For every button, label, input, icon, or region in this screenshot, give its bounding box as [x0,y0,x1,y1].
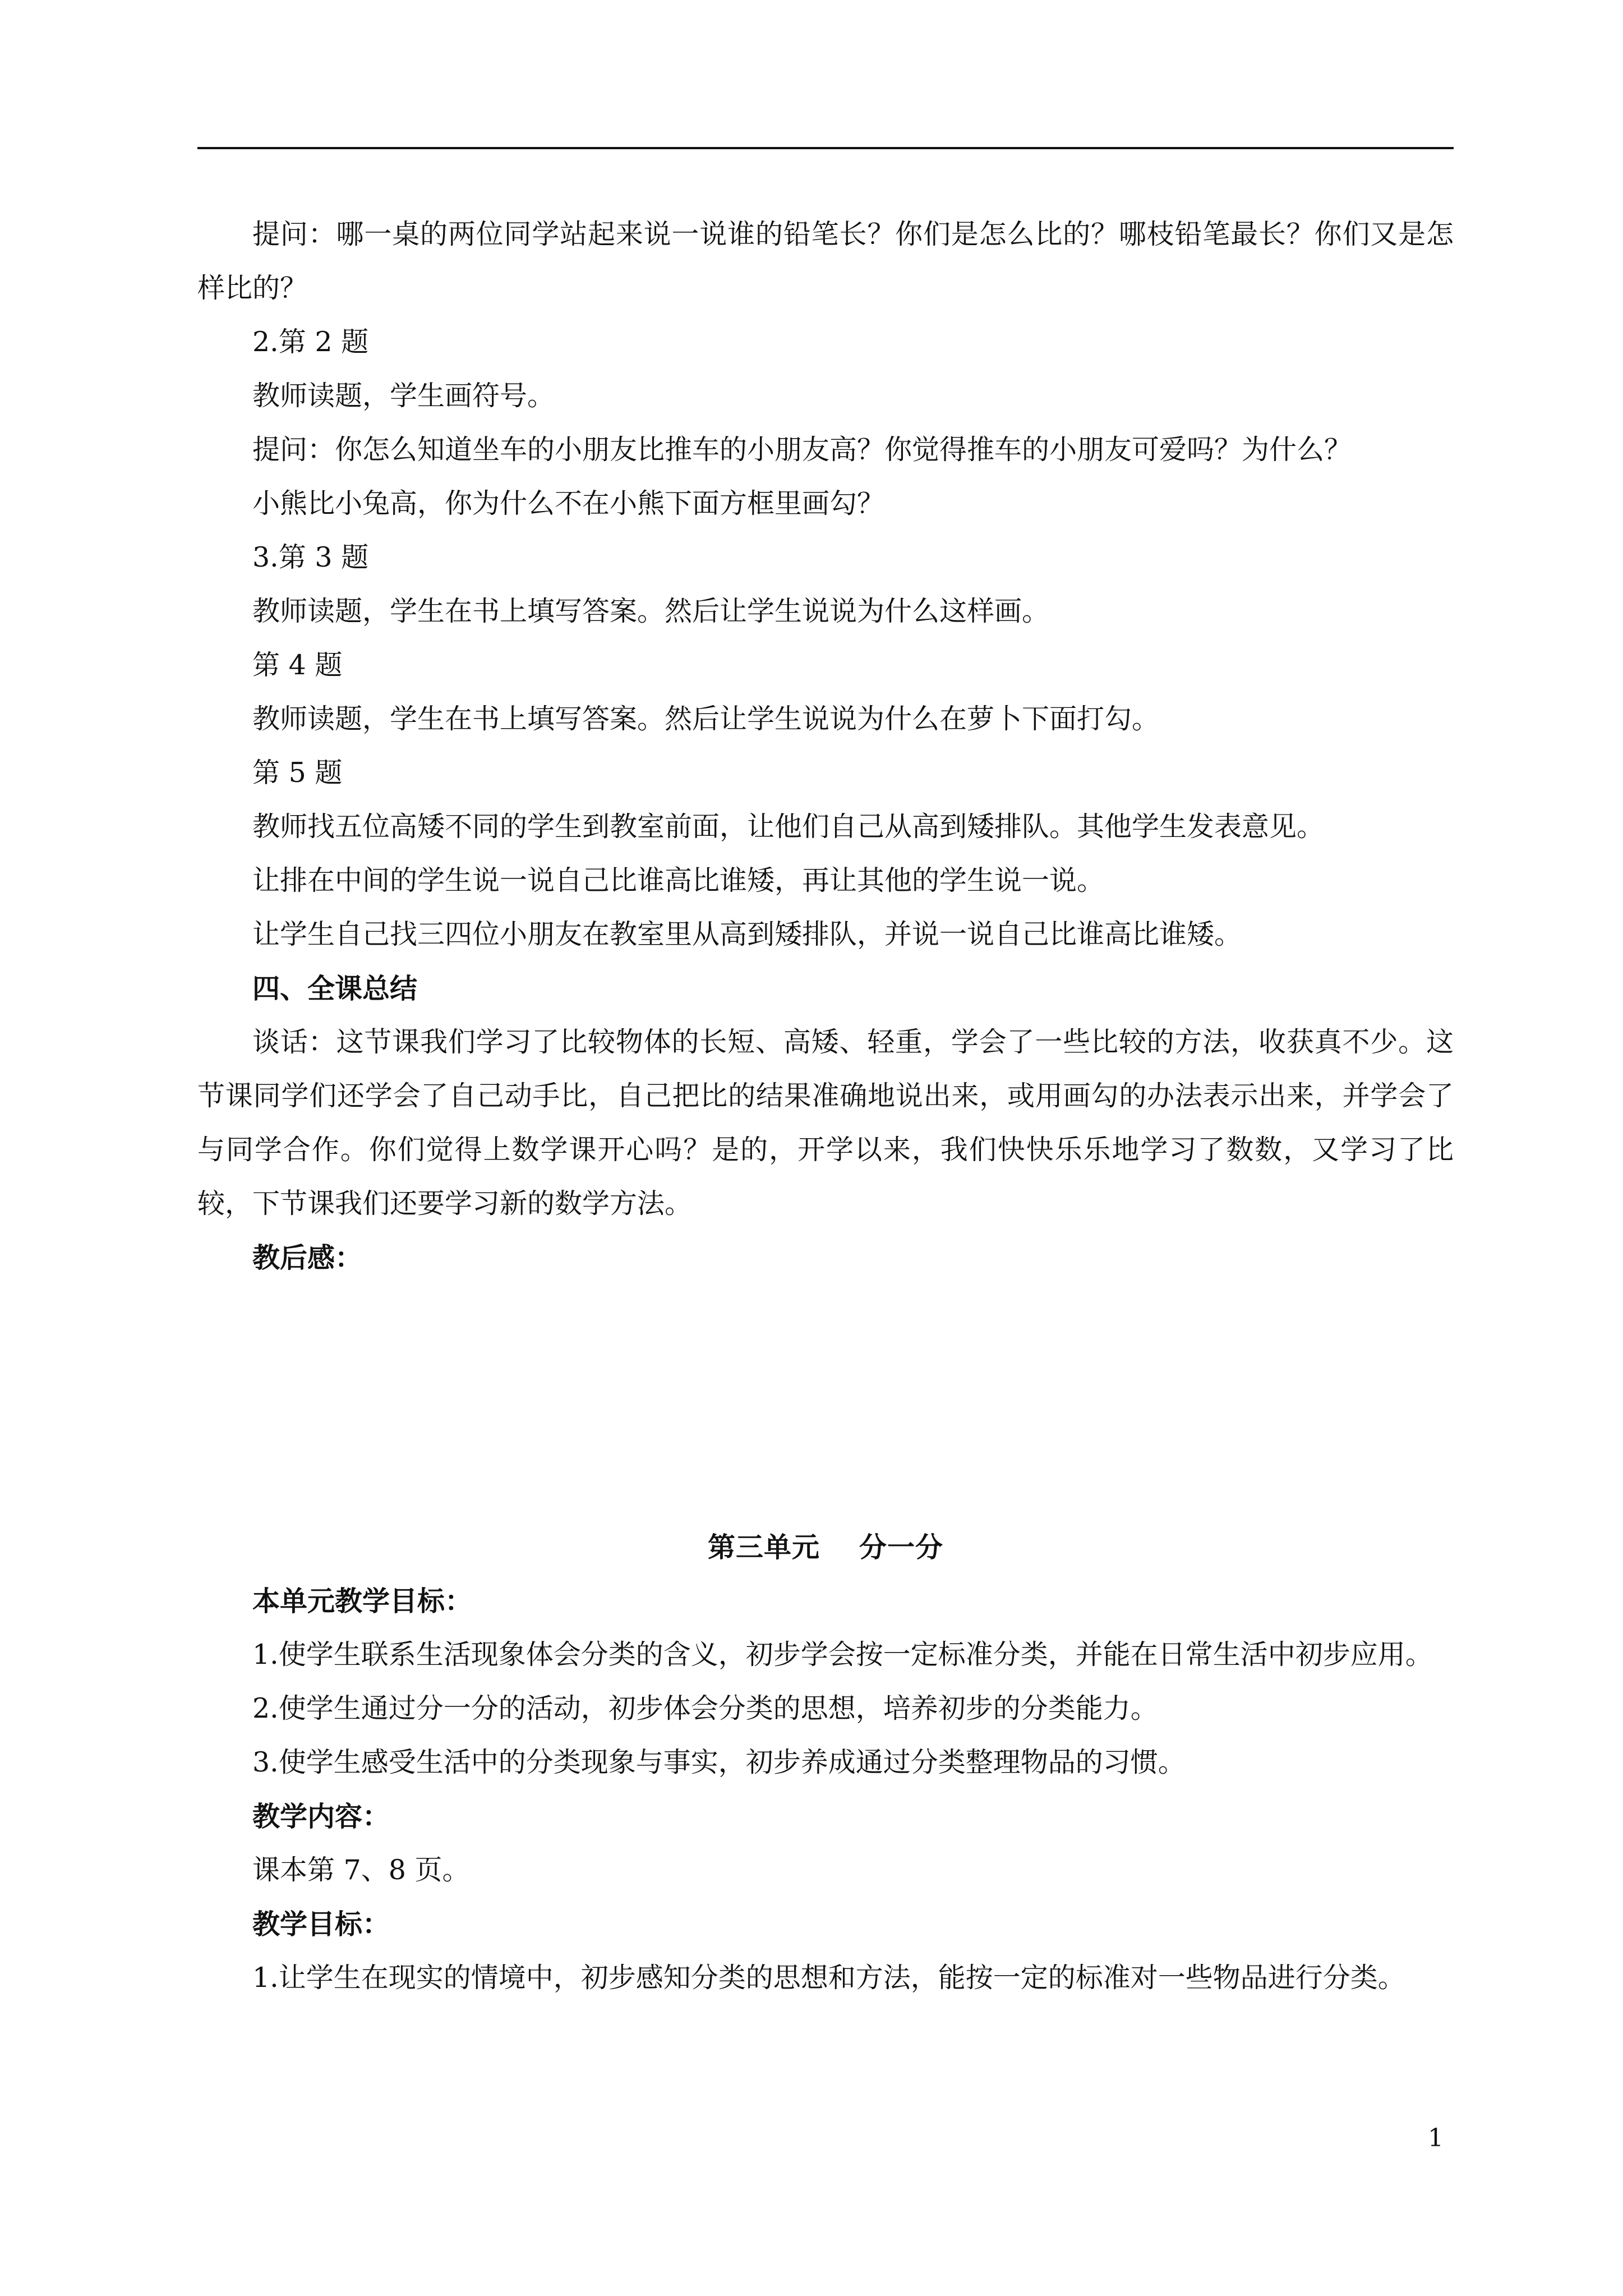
paragraph: 让学生自己找三四位小朋友在教室里从高到矮排队，并说一说自己比谁高比谁矮。 [252,918,1242,950]
paragraph: 教师读题，学生画符号。 [252,380,555,412]
paragraph: 提问：你怎么知道坐车的小朋友比推车的小朋友高？你觉得推车的小朋友可爱吗？为什么？ [252,434,1352,466]
section-heading-summary: 四、全课总结 [252,972,418,1005]
unit-goal-item: 1.使学生联系生活现象体会分类的含义，初步学会按一定标准分类，并能在日常生活中初步应用。 [252,1639,1433,1671]
paragraph: 2.第 2 题 [252,326,369,358]
paragraph: 第 5 题 [252,757,343,789]
unit-title-number: 第三单元 [707,1531,820,1563]
header-rule [197,147,1454,149]
unit-goal-item: 3.使学生感受生活中的分类现象与事实，初步养成通过分类整理物品的习惯。 [252,1746,1186,1778]
reflection-label: 教后感： [252,1241,363,1274]
paragraph: 小熊比小兔高，你为什么不在小熊下面方框里画勾？ [252,487,885,519]
blank-space [197,1285,1454,1520]
teaching-content-heading: 教学内容： [252,1800,390,1833]
paragraph: 3.第 3 题 [252,541,369,573]
unit-title [197,1520,1454,1574]
paragraph: 第 4 题 [252,649,343,681]
page-number: 1 [1428,2124,1444,2152]
paragraph: 教师找五位高矮不同的学生到教室前面，让他们自己从高到矮排队。其他学生发表意见。 [252,811,1325,843]
unit-title-name: 分一分 [859,1531,944,1563]
teaching-content-text: 课本第 7、8 页。 [252,1854,470,1886]
paragraph: 让排在中间的学生说一说自己比谁高比谁矮，再让其他的学生说一说。 [252,864,1105,896]
document-body [197,208,1454,2005]
teaching-objectives-heading: 教学目标： [252,1908,390,1940]
paragraph: 教师读题，学生在书上填写答案。然后让学生说说为什么在萝卜下面打勾。 [252,703,1160,735]
unit-goals-heading: 本单元教学目标： [252,1585,473,1617]
teaching-objective-item: 1.让学生在现实的情境中，初步感知分类的思想和方法，能按一定的标准对一些物品进行分类。 [252,1962,1405,1994]
paragraph: 提问：哪一桌的两位同学站起来说一说谁的铅笔长？你们是怎么比的？哪枝铅笔最长？你们又是怎样比的？ [197,218,1454,304]
paragraph: 教师读题，学生在书上填写答案。然后让学生说说为什么这样画。 [252,595,1050,627]
unit-goal-item: 2.使学生通过分一分的活动，初步体会分类的思想，培养初步的分类能力。 [252,1692,1158,1724]
summary-paragraph: 谈话：这节课我们学习了比较物体的长短、高矮、轻重，学会了一些比较的方法，收获真不少。这节课同学们还学会了自己动手比，自己把比的结果准确地说出来，或用画勾的办法表示出来，并学会了与同学合作。你们觉得上数学课开心吗？是的，开学以来，我们快快乐乐地学习了数数，又学习了比较，下节课我们还要学习新的数学方法。 [197,1026,1454,1220]
